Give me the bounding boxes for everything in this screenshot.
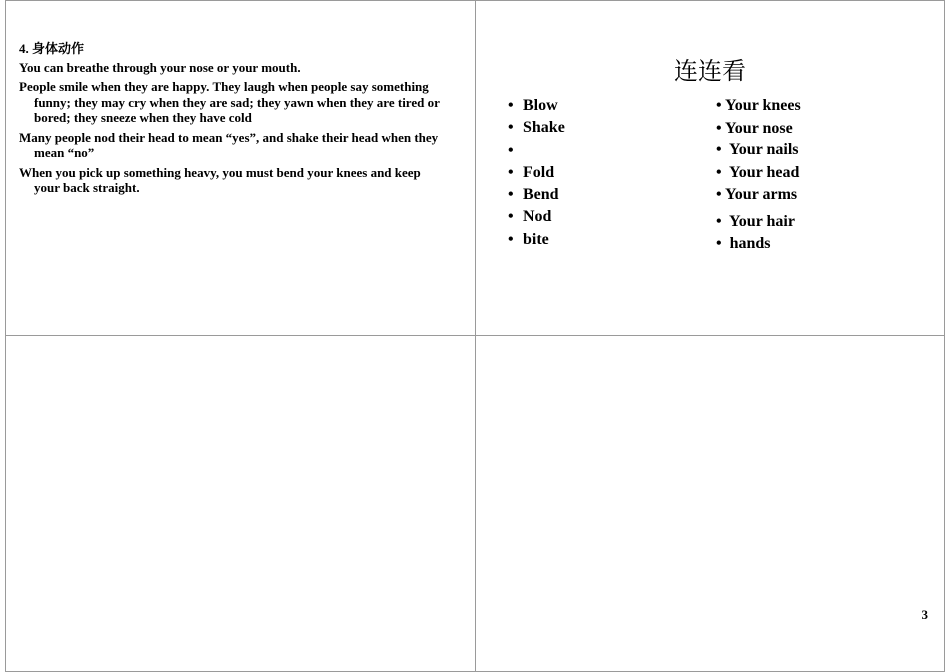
paragraph-expressions: People smile when they are happy. They laugh when people say something funny; they may cry when they are sad; they yawn when they are tired or bored; they sneeze when they have cold: [19, 79, 440, 125]
page-number: 3: [921, 607, 928, 622]
body-part-item: • Your head: [716, 164, 800, 181]
paragraph-breathe: You can breathe through your nose or your mouth.: [19, 59, 301, 75]
body-actions-text: [19, 41, 449, 200]
body-part-item: • hands: [716, 235, 771, 252]
verb-item: [508, 142, 565, 164]
body-part-item: • Your nails: [716, 141, 799, 158]
verb-item: • Shake: [508, 119, 565, 141]
slide-blank-notes-2: [475, 335, 945, 672]
verb-list: [508, 97, 565, 253]
paragraph-nod-shake: Many people nod their head to mean “yes”, and shake their head when they mean “no”: [19, 129, 439, 160]
body-part-item: • Your arms: [716, 186, 798, 203]
verb-item: • bite: [508, 231, 565, 253]
slide-body-actions: [5, 0, 476, 336]
section-heading: 4. 身体动作: [19, 41, 85, 56]
verb-item: • Bend: [508, 186, 565, 208]
verb-item: • Nod: [508, 208, 565, 230]
paragraph-bend-knees: When you pick up something heavy, you must bend your knees and keep your back straight.: [19, 164, 421, 195]
slide-matching: [475, 0, 945, 336]
verb-item: • Fold: [508, 164, 565, 186]
body-part-item: • Your nose: [716, 120, 793, 137]
body-part-item: • Your knees: [716, 97, 801, 114]
slide-blank-notes: [5, 335, 476, 672]
matching-title: 连连看: [674, 57, 746, 85]
body-part-item: • Your hair: [716, 213, 795, 230]
verb-item: • Blow: [508, 97, 565, 119]
